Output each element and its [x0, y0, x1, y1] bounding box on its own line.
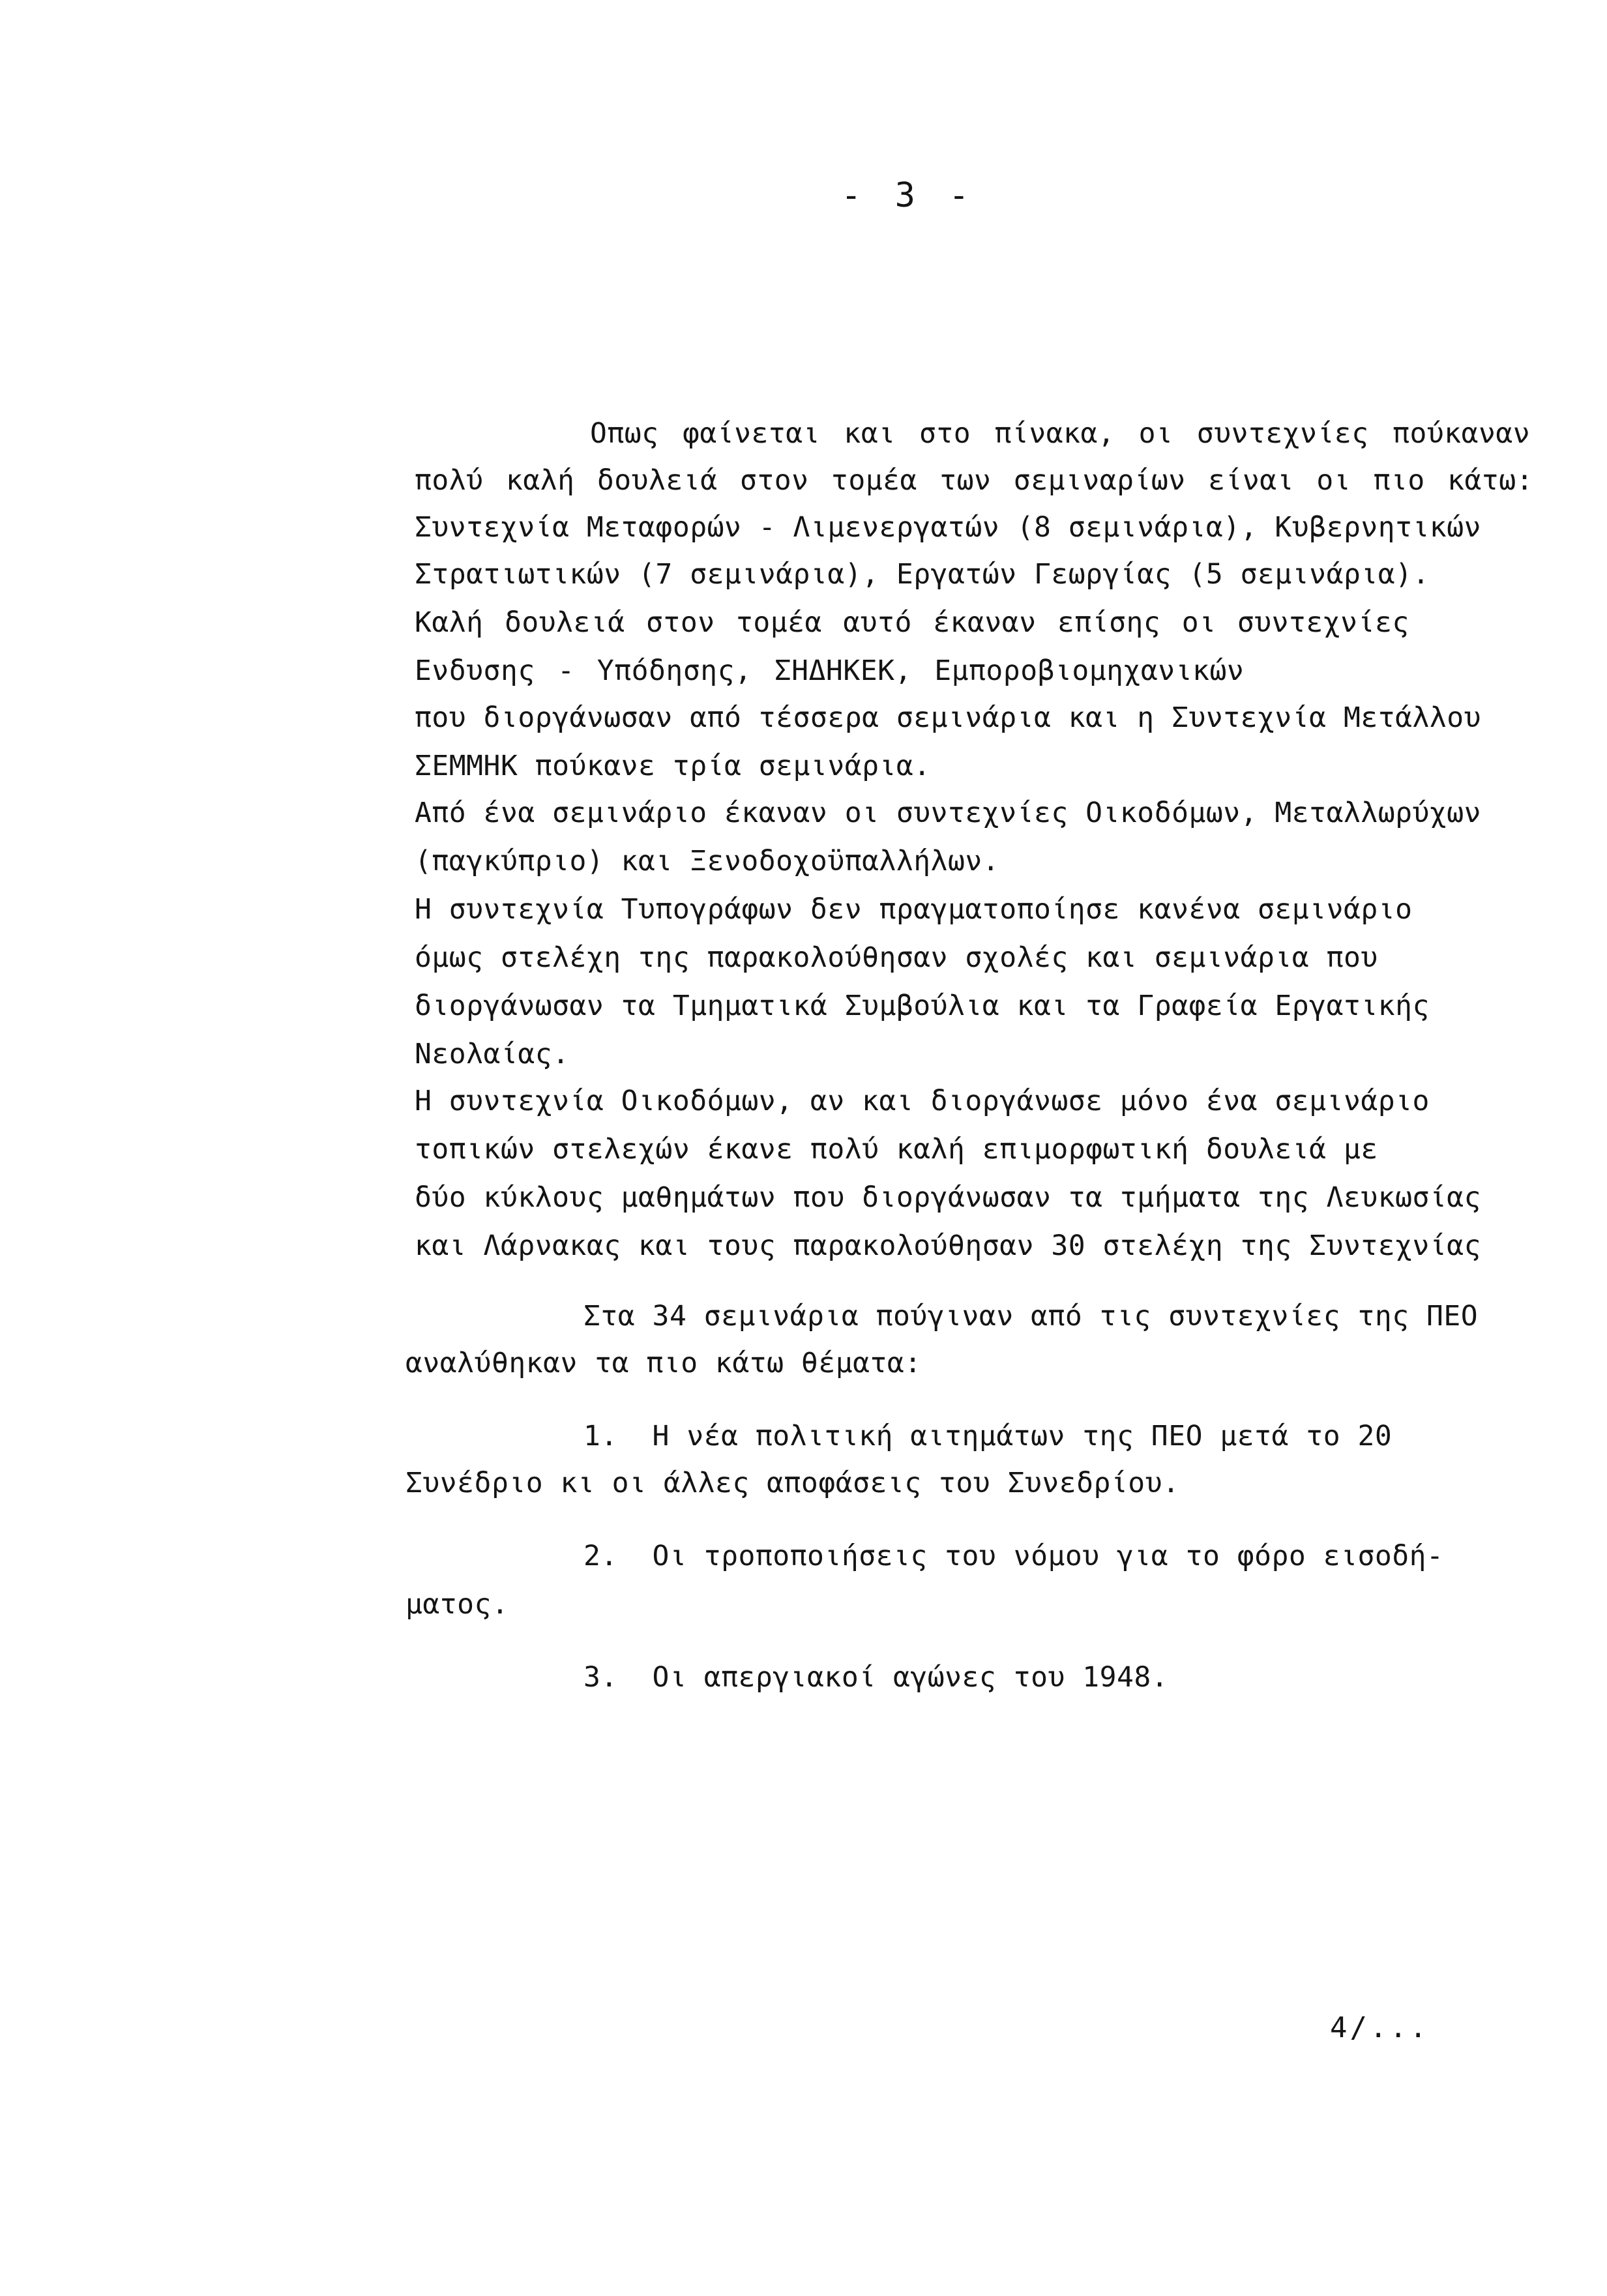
paragraph-line: Στα 34 σεμινάρια πούγιναν από τις συντεχνίες της ΠΕΟ — [583, 1300, 1479, 1332]
paragraph-line: τοπικών στελεχών έκανε πολύ καλή επιμορφωτική δουλειά με — [415, 1133, 1378, 1166]
paragraph-line: όμως στελέχη της παρακολούθησαν σχολές και σεμινάρια που — [415, 941, 1378, 974]
paragraph-line: και Λάρνακας και τους παρακολούθησαν 30 στελέχη της Συντεχνίας — [415, 1229, 1482, 1262]
paragraph-line: Νεολαίας. — [415, 1038, 570, 1070]
list-item-line: ματος. — [405, 1588, 509, 1621]
paragraph-line: δύο κύκλους μαθημάτων που διοργάνωσαν τα τμήματα της Λευκωσίας — [415, 1181, 1482, 1214]
paragraph-line: που διοργάνωσαν από τέσσερα σεμινάρια και η Συντεχνία Μετάλλου — [415, 701, 1482, 734]
list-item-line: Συνέδριο κι οι άλλες αποφάσεις του Συνεδρίου. — [405, 1467, 1180, 1499]
page-footer: 4/... — [1330, 2011, 1430, 2044]
paragraph-line: Καλή δουλειά στον τομέα αυτό έκαναν επίσης οι συντεχνίες — [415, 606, 1409, 639]
paragraph-line: Η συντεχνία Τυπογράφων δεν πραγματοποίησε κανένα σεμινάριο — [415, 893, 1413, 926]
paragraph-line: διοργάνωσαν τα Τμηματικά Συμβούλια και τα Γραφεία Εργατικής — [415, 990, 1430, 1022]
paragraph-line: αναλύθηκαν τα πιο κάτω θέματα: — [405, 1347, 922, 1379]
paragraph-line: (παγκύπριο) και Ξενοδοχοϋπαλλήλων. — [415, 845, 1000, 877]
paragraph-line: Από ένα σεμινάριο έκαναν οι συντεχνίες Οικοδόμων, Μεταλλωρύχων — [415, 797, 1482, 829]
paragraph-line: Συντεχνία Μεταφορών - Λιμενεργατών (8 σεμινάρια), Κυβερνητικών — [415, 511, 1482, 544]
paragraph-line: ΣΕΜΜΗΚ πούκανε τρία σεμινάρια. — [415, 750, 931, 782]
paragraph-line: Η συντεχνία Οικοδόμων, αν και διοργάνωσε μόνο ένα σεμινάριο — [415, 1085, 1430, 1117]
list-item-line: 1. Η νέα πολιτική αιτημάτων της ΠΕΟ μετά το 20 — [583, 1420, 1393, 1452]
list-item-line: 3. Οι απεργιακοί αγώνες του 1948. — [583, 1661, 1169, 1694]
list-item-line: 2. Οι τροποποιήσεις του νόμου για το φόρο εισοδή- — [583, 1540, 1444, 1572]
page-number: - 3 - — [841, 176, 976, 215]
paragraph-line: Στρατιωτικών (7 σεμινάρια), Εργατών Γεωργίας (5 σεμινάρια). — [415, 558, 1430, 591]
paragraph-line: Οπως φαίνεται και στο πίνακα, οι συντεχνίες πούκαναν — [590, 417, 1531, 450]
paragraph-line: πολύ καλή δουλειά στον τομέα των σεμιναρίων είναι οι πιο κάτω: — [415, 464, 1534, 497]
paragraph-line: Ενδυσης - Υπόδησης, ΣΗΔΗΚΕΚ, Εμποροβιομηχανικών — [415, 655, 1245, 687]
